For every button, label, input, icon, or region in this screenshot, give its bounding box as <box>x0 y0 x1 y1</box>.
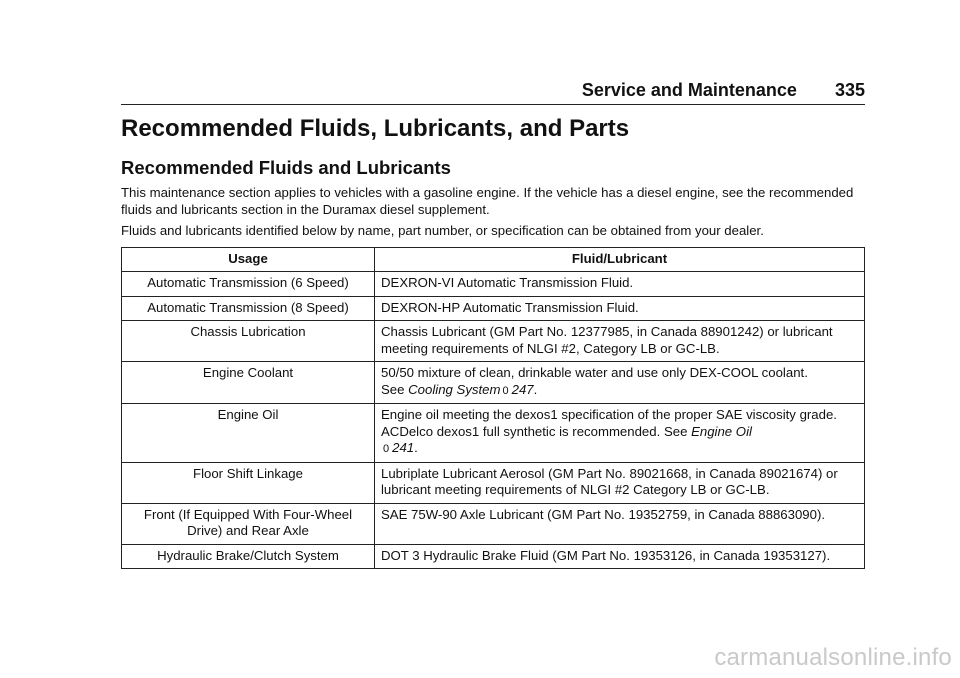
table-row <box>122 296 865 321</box>
sentence-end: . <box>414 440 418 455</box>
usage-cell: Automatic Transmission (6 Speed) <box>122 272 375 297</box>
usage-cell: Automatic Transmission (8 Speed) <box>122 296 375 321</box>
header-fluid: Fluid/Lubricant <box>375 247 865 272</box>
fluid-text: 50/50 mixture of clean, drinkable water and use only DEX-COOL coolant. <box>381 365 808 380</box>
fluid-cell: DEXRON-VI Automatic Transmission Fluid. <box>375 272 865 297</box>
table-row <box>122 462 865 503</box>
usage-cell: Hydraulic Brake/Clutch System <box>122 544 375 569</box>
page-title: Recommended Fluids, Lubricants, and Parts <box>121 115 630 142</box>
site-watermark: carmanualsonline.info <box>714 644 952 671</box>
see-text: See <box>663 423 688 439</box>
see-text: See <box>381 381 405 397</box>
table-row <box>122 272 865 297</box>
table-row <box>122 321 865 362</box>
intro-paragraph: This maintenance section applies to vehicles with a gasoline engine. If the vehicle has a diesel engine, see the recommended fluids and lubricants section in the Duramax diesel supplement. <box>121 185 854 217</box>
fluid-cell: Lubriplate Lubricant Aerosol (GM Part No. 89021668, in Canada 89021674) or lubricant meeting requirements of NLGI #2 Category LB or GC-LB. <box>375 462 865 503</box>
cross-reference-link[interactable]: Cooling System <box>408 381 501 397</box>
table-row <box>122 503 865 544</box>
table-row <box>122 404 865 463</box>
dealer-paragraph: Fluids and lubricants identified below by name, part number, or specification can be obtained from your dealer. <box>121 223 764 238</box>
page-number: 335 <box>834 80 865 100</box>
cross-reference-link[interactable]: Engine Oil <box>691 423 752 439</box>
table-header-row <box>122 247 865 272</box>
fluid-cell: DEXRON-HP Automatic Transmission Fluid. <box>375 296 865 321</box>
usage-cell: Front (If Equipped With Four-Wheel Drive) and Rear Axle <box>122 503 375 544</box>
sentence-end: . <box>533 381 538 397</box>
fluid-cell <box>375 362 865 404</box>
section-heading: Recommended Fluids and Lubricants <box>121 157 451 178</box>
fluid-cell: SAE 75W-90 Axle Lubricant (GM Part No. 19352759, in Canada 88863090). <box>375 503 865 544</box>
fluid-text: Engine oil meeting the dexos1 specification of the proper SAE viscosity grade. ACDelco dexos1 full synthetic is recommended. <box>381 407 837 439</box>
page-reference[interactable]: 241 <box>392 440 415 455</box>
page-reference[interactable]: 247 <box>511 381 534 397</box>
section-title: Service and Maintenance <box>581 80 797 100</box>
fluids-table <box>121 247 865 570</box>
usage-cell: Engine Coolant <box>122 362 375 404</box>
fluid-cell: Chassis Lubricant (GM Part No. 12377985, in Canada 88901242) or lubricant meeting requirements of NLGI #2, Category LB or GC-LB. <box>375 321 865 362</box>
usage-cell: Engine Oil <box>122 404 375 463</box>
manual-page <box>121 80 865 569</box>
usage-cell: Floor Shift Linkage <box>122 462 375 503</box>
page-reference-icon: 0 <box>502 384 509 397</box>
header-usage: Usage <box>122 247 375 272</box>
usage-cell: Chassis Lubrication <box>122 321 375 362</box>
fluid-cell <box>375 404 865 463</box>
page-reference-icon: 0 <box>383 443 390 455</box>
table-row <box>122 544 865 569</box>
table-row <box>122 362 865 404</box>
fluid-cell: DOT 3 Hydraulic Brake Fluid (GM Part No. 19353126, in Canada 19353127). <box>375 544 865 569</box>
running-header <box>121 80 865 105</box>
